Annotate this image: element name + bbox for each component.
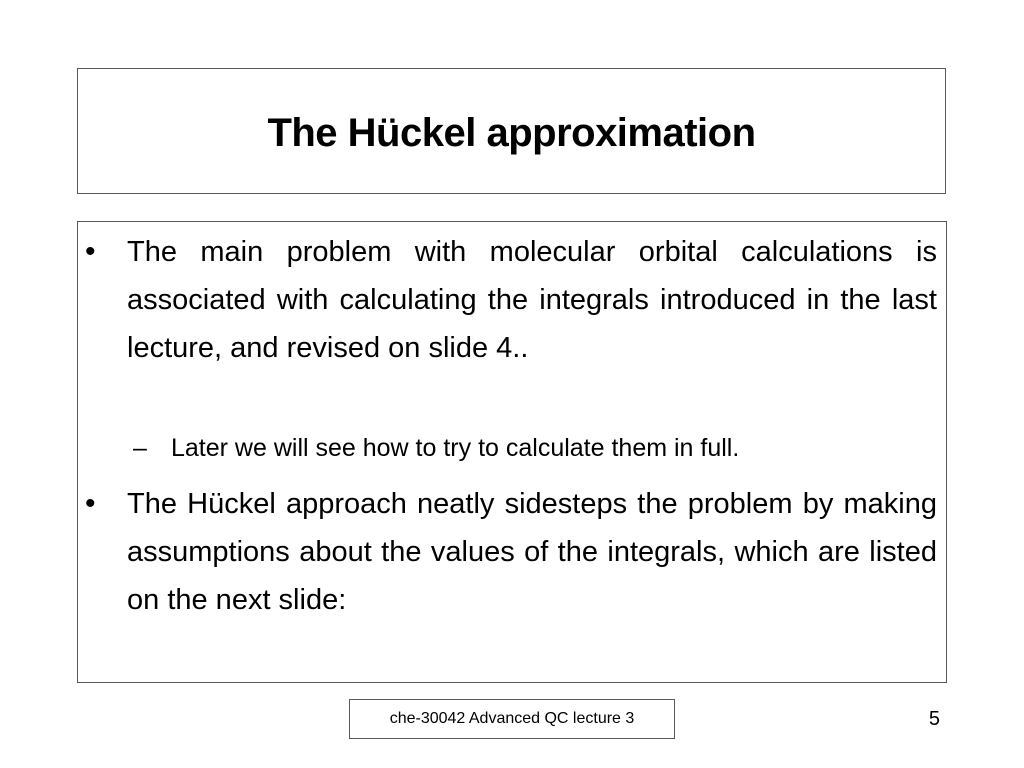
- content-box: [77, 221, 947, 683]
- bullet-text: The main problem with molecular orbital calculations is associated with calculating the integrals introduced in the last lecture, and revised on slide 4..: [127, 236, 937, 364]
- bullet-marker: •: [85, 235, 96, 268]
- bullet-marker: •: [85, 487, 96, 520]
- footer-label: che-30042 Advanced QC lecture 3: [349, 699, 675, 739]
- title-box: [77, 68, 946, 194]
- slide-title: The Hückel approximation: [267, 111, 756, 155]
- bullet-item: [85, 228, 937, 428]
- page-number: 5: [928, 708, 940, 730]
- sub-bullet-marker: –: [133, 434, 147, 462]
- bullet-text: The Hückel approach neatly sidesteps the problem by making assumptions about the values of the integrals, which are listed on the next slide:: [127, 488, 937, 616]
- sub-bullet-item: [133, 428, 933, 468]
- sub-bullet-text: Later we will see how to try to calculate them in full.: [171, 434, 740, 462]
- bullet-item: [85, 480, 937, 640]
